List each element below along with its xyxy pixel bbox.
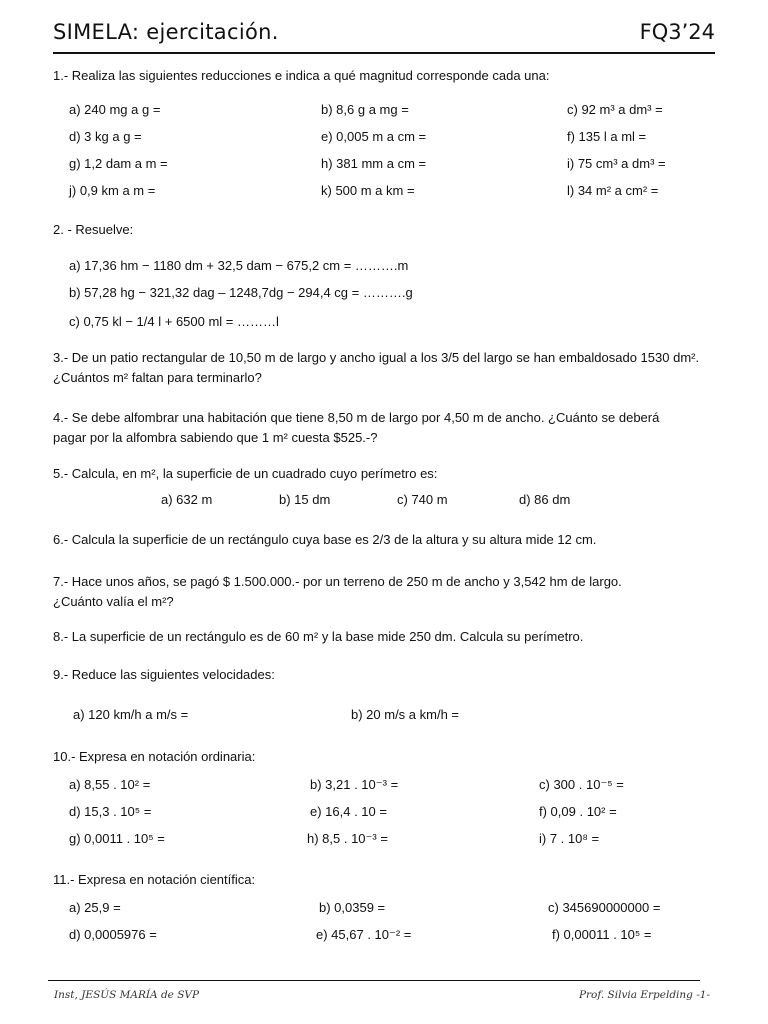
q1-item-l: l) 34 m² a cm² =	[567, 183, 659, 198]
q9-item-a: a) 120 km/h a m/s =	[73, 707, 189, 722]
q10-item-h: h) 8,5 . 10⁻³ =	[307, 831, 388, 846]
q5-prompt: 5.- Calcula, en m², la superficie de un cuadrado cuyo perímetro es:	[53, 466, 438, 481]
q11-item-f: f) 0,00011 . 10⁵ =	[552, 927, 652, 942]
q1-item-e: e) 0,005 m a cm =	[321, 129, 427, 144]
q10-item-g: g) 0,0011 . 10⁵ =	[69, 831, 165, 846]
teacher-page: Prof. Silvia Erpelding -1-	[578, 989, 710, 1001]
q1-prompt: 1.- Realiza las siguientes reducciones e indica a qué magnitud corresponde cada una:	[53, 68, 550, 83]
q11-item-a: a) 25,9 =	[69, 900, 121, 915]
q1-item-b: b) 8,6 g a mg =	[321, 102, 409, 117]
page-footer	[48, 980, 710, 1001]
page-header	[53, 18, 715, 54]
question-5	[53, 464, 715, 507]
question-8	[53, 627, 715, 647]
q11-item-b: b) 0,0359 =	[319, 900, 386, 915]
q2-item-b: b) 57,28 hg − 321,32 dag – 1248,7dg − 294,4 cg = ……….g	[69, 285, 413, 300]
question-4	[53, 408, 715, 448]
q11-item-e: e) 45,67 . 10⁻² =	[316, 927, 412, 942]
question-2	[53, 220, 715, 329]
q1-item-f: f) 135 l a ml =	[567, 129, 647, 144]
q2-item-a: a) 17,36 hm − 1180 dm + 32,5 dam − 675,2 cm = ……….m	[69, 258, 409, 273]
q1-item-k: k) 500 m a km =	[321, 183, 415, 198]
q5-item-a: a) 632 m	[161, 492, 213, 507]
q11-prompt: 11.- Expresa en notación científica:	[53, 872, 256, 887]
q1-item-j: j) 0,9 km a m =	[69, 183, 156, 198]
q9-item-b: b) 20 m/s a km/h =	[351, 707, 460, 722]
q10-item-c: c) 300 . 10⁻⁵ =	[539, 777, 624, 792]
q10-item-f: f) 0,09 . 10² =	[539, 804, 617, 819]
q3-line-2: ¿Cuántos m² faltan para terminarlo?	[53, 370, 262, 385]
q10-prompt: 10.- Expresa en notación ordinaria:	[53, 749, 256, 764]
q4-line-2: pagar por la alfombra sabiendo que 1 m² cuesta $525.-?	[53, 430, 378, 445]
q3-line-1: 3.- De un patio rectangular de 10,50 m de largo y ancho igual a los 3/5 del largo se han embaldosado 1530 dm².	[53, 350, 700, 365]
question-10	[53, 747, 715, 846]
q1-item-c: c) 92 m³ a dm³ =	[567, 102, 663, 117]
q1-item-h: h) 381 mm a cm =	[321, 156, 427, 171]
q5-item-b: b) 15 dm	[279, 492, 331, 507]
question-11	[53, 870, 715, 942]
q1-item-d: d) 3 kg a g =	[69, 129, 142, 144]
school-name: Inst, JESÚS MARÍA de SVP	[54, 989, 200, 1001]
q11-item-c: c) 345690000000 =	[548, 900, 661, 915]
q7-line-1: 7.- Hace unos años, se pagó $ 1.500.000.- por un terreno de 250 m de ancho y 3,542 hm de largo.	[53, 574, 622, 589]
q4-line-1: 4.- Se debe alfombrar una habitación que tiene 8,50 m de largo por 4,50 m de ancho. ¿Cuánto se deberá	[53, 410, 660, 425]
q10-item-b: b) 3,21 . 10⁻³ =	[310, 777, 399, 792]
question-1	[53, 66, 715, 198]
q9-prompt: 9.- Reduce las siguientes velocidades:	[53, 667, 275, 682]
question-6	[53, 530, 715, 550]
worksheet-title: SIMELA: ejercitación.	[53, 20, 279, 44]
q1-item-g: g) 1,2 dam a m =	[69, 156, 168, 171]
q2-item-c: c) 0,75 kl − 1/4 l + 6500 ml = ………l	[69, 314, 279, 329]
q1-item-a: a) 240 mg a g =	[69, 102, 161, 117]
q11-item-d: d) 0,0005976 =	[69, 927, 157, 942]
q5-item-c: c) 740 m	[397, 492, 448, 507]
q10-item-d: d) 15,3 . 10⁵ =	[69, 804, 152, 819]
q8-line-1: 8.- La superficie de un rectángulo es de 60 m² y la base mide 250 dm. Calcula su perímetro.	[53, 629, 584, 644]
q2-prompt: 2. - Resuelve:	[53, 222, 134, 237]
q10-item-i: i) 7 . 10⁸ =	[539, 831, 600, 846]
q5-item-d: d) 86 dm	[519, 492, 571, 507]
course-code: FQ3’24	[639, 20, 715, 44]
question-9	[53, 665, 715, 722]
q10-item-a: a) 8,55 . 10² =	[69, 777, 151, 792]
q7-line-2: ¿Cuánto valía el m²?	[53, 594, 174, 609]
question-7	[53, 572, 715, 612]
question-3	[53, 348, 715, 388]
q10-item-e: e) 16,4 . 10 =	[310, 804, 387, 819]
q6-line-1: 6.- Calcula la superficie de un rectángulo cuya base es 2/3 de la altura y su altura mide 12 cm.	[53, 532, 597, 547]
q1-item-i: i) 75 cm³ a dm³ =	[567, 156, 666, 171]
